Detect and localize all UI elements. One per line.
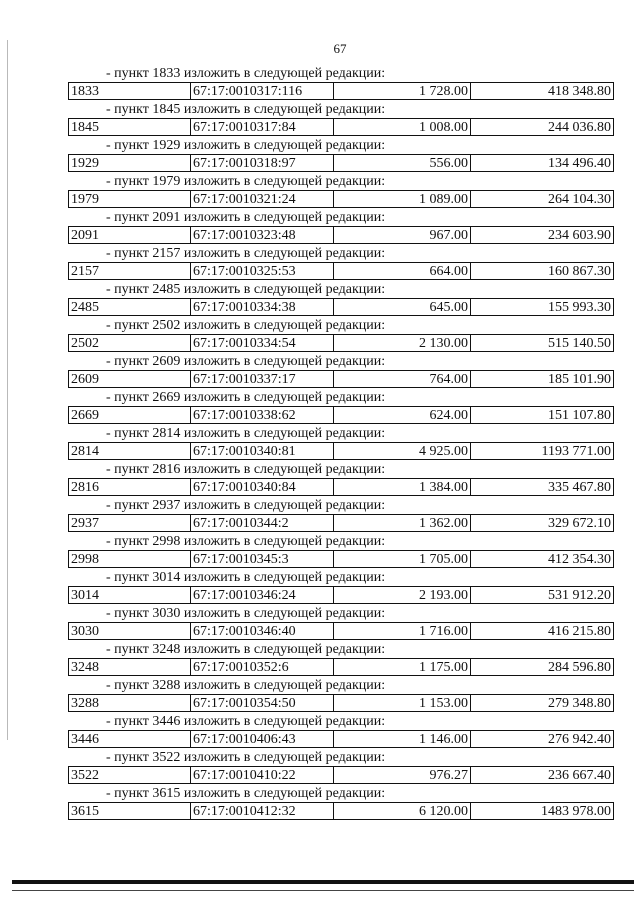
amendment-caption: - пункт 2609 изложить в следующей редакции: (106, 354, 386, 369)
amendment-caption: - пункт 2937 изложить в следующей редакции: (106, 498, 386, 513)
amendment-caption: - пункт 3030 изложить в следующей редакции: (106, 606, 386, 621)
cadastral-number-cell: 67:17:0010337:17 (191, 371, 334, 387)
area-cell: 2 130.00 (334, 335, 471, 351)
cadastral-value-cell: 151 107.80 (548, 408, 611, 423)
amendment-entry (68, 641, 614, 677)
cadastral-value-cell: 185 101.90 (548, 372, 611, 387)
scan-edge-line (7, 40, 8, 740)
cadastral-value-cell: 236 667.40 (548, 768, 611, 783)
cadastral-value-cell: 279 348.80 (548, 696, 611, 711)
amendment-caption: - пункт 2669 изложить в следующей редакции: (106, 390, 386, 405)
cadastral-value-cell: 335 467.80 (548, 480, 611, 495)
item-number-cell: 2814 (69, 443, 191, 459)
item-number-cell: 1929 (69, 155, 191, 171)
amendment-caption: - пункт 3014 изложить в следующей редакции: (106, 570, 386, 585)
table-row (68, 550, 614, 568)
item-number-cell: 1845 (69, 119, 191, 135)
item-number-cell: 2157 (69, 263, 191, 279)
amendment-list (68, 65, 614, 821)
amendment-caption: - пункт 3522 изложить в следующей редакции: (106, 750, 386, 765)
amendment-caption: - пункт 2091 изложить в следующей редакции: (106, 210, 386, 225)
amendment-caption: - пункт 1833 изложить в следующей редакции: (106, 66, 386, 81)
amendment-entry (68, 749, 614, 785)
area-cell: 1 384.00 (334, 479, 471, 495)
item-number-cell: 1833 (69, 83, 191, 99)
cadastral-value-cell: 264 104.30 (548, 192, 611, 207)
amendment-caption: - пункт 2502 изложить в следующей редакции: (106, 318, 386, 333)
cadastral-number-cell: 67:17:0010354:50 (191, 695, 334, 711)
cadastral-value-cell: 515 140.50 (548, 336, 611, 351)
item-number-cell: 2816 (69, 479, 191, 495)
amendment-entry (68, 353, 614, 389)
amendment-caption: - пункт 3248 изложить в следующей редакции: (106, 642, 386, 657)
item-number-cell: 3014 (69, 587, 191, 603)
amendment-entry (68, 713, 614, 749)
area-cell: 624.00 (334, 407, 471, 423)
amendment-entry (68, 425, 614, 461)
amendment-entry (68, 677, 614, 713)
table-row (68, 190, 614, 208)
table-row (68, 334, 614, 352)
cadastral-number-cell: 67:17:0010346:24 (191, 587, 334, 603)
area-cell: 1 728.00 (334, 83, 471, 99)
table-row (68, 694, 614, 712)
scan-bottom-border (12, 880, 634, 884)
cadastral-number-cell: 67:17:0010340:84 (191, 479, 334, 495)
table-row (68, 406, 614, 424)
cadastral-number-cell: 67:17:0010318:97 (191, 155, 334, 171)
table-row (68, 622, 614, 640)
cadastral-value-cell: 284 596.80 (548, 660, 611, 675)
cadastral-value-cell: 134 496.40 (548, 156, 611, 171)
cadastral-value-cell: 276 942.40 (548, 732, 611, 747)
cadastral-number-cell: 67:17:0010406:43 (191, 731, 334, 747)
cadastral-number-cell: 67:17:0010346:40 (191, 623, 334, 639)
amendment-entry (68, 65, 614, 101)
area-cell: 967.00 (334, 227, 471, 243)
area-cell: 1 175.00 (334, 659, 471, 675)
cadastral-value-cell: 418 348.80 (548, 84, 611, 99)
cadastral-value-cell: 234 603.90 (548, 228, 611, 243)
table-row (68, 478, 614, 496)
cadastral-number-cell: 67:17:0010340:81 (191, 443, 334, 459)
cadastral-number-cell: 67:17:0010345:3 (191, 551, 334, 567)
table-row (68, 154, 614, 172)
table-row (68, 226, 614, 244)
area-cell: 6 120.00 (334, 803, 471, 819)
cadastral-value-cell: 1483 978.00 (541, 804, 611, 819)
amendment-caption: - пункт 2157 изложить в следующей редакции: (106, 246, 386, 261)
area-cell: 645.00 (334, 299, 471, 315)
cadastral-number-cell: 67:17:0010334:54 (191, 335, 334, 351)
cadastral-value-cell: 160 867.30 (548, 264, 611, 279)
amendment-caption: - пункт 2998 изложить в следующей редакции: (106, 534, 386, 549)
amendment-caption: - пункт 3446 изложить в следующей редакции: (106, 714, 386, 729)
area-cell: 1 146.00 (334, 731, 471, 747)
item-number-cell: 3248 (69, 659, 191, 675)
area-cell: 556.00 (334, 155, 471, 171)
cadastral-number-cell: 67:17:0010317:84 (191, 119, 334, 135)
table-row (68, 118, 614, 136)
area-cell: 4 925.00 (334, 443, 471, 459)
table-row (68, 82, 614, 100)
item-number-cell: 3030 (69, 623, 191, 639)
table-row (68, 514, 614, 532)
cadastral-number-cell: 67:17:0010338:62 (191, 407, 334, 423)
amendment-entry (68, 173, 614, 209)
cadastral-value-cell: 1193 771.00 (541, 444, 611, 459)
cadastral-value-cell: 244 036.80 (548, 120, 611, 135)
amendment-entry (68, 209, 614, 245)
table-row (68, 802, 614, 820)
amendment-caption: - пункт 1845 изложить в следующей редакции: (106, 102, 386, 117)
amendment-entry (68, 785, 614, 821)
table-row (68, 658, 614, 676)
area-cell: 1 008.00 (334, 119, 471, 135)
table-row (68, 730, 614, 748)
area-cell: 764.00 (334, 371, 471, 387)
amendment-entry (68, 101, 614, 137)
cadastral-value-cell: 329 672.10 (548, 516, 611, 531)
item-number-cell: 3446 (69, 731, 191, 747)
cadastral-number-cell: 67:17:0010352:6 (191, 659, 334, 675)
amendment-entry (68, 281, 614, 317)
amendment-caption: - пункт 1929 изложить в следующей редакции: (106, 138, 386, 153)
item-number-cell: 2502 (69, 335, 191, 351)
item-number-cell: 2609 (69, 371, 191, 387)
page-number: 67 (333, 41, 347, 56)
item-number-cell: 2091 (69, 227, 191, 243)
amendment-caption: - пункт 2816 изложить в следующей редакции: (106, 462, 386, 477)
cadastral-number-cell: 67:17:0010323:48 (191, 227, 334, 243)
item-number-cell: 2937 (69, 515, 191, 531)
area-cell: 1 153.00 (334, 695, 471, 711)
amendment-entry (68, 569, 614, 605)
item-number-cell: 1979 (69, 191, 191, 207)
amendment-entry (68, 605, 614, 641)
amendment-entry (68, 533, 614, 569)
cadastral-number-cell: 67:17:0010321:24 (191, 191, 334, 207)
table-row (68, 442, 614, 460)
cadastral-number-cell: 67:17:0010344:2 (191, 515, 334, 531)
table-row (68, 370, 614, 388)
item-number-cell: 2669 (69, 407, 191, 423)
amendment-caption: - пункт 2485 изложить в следующей редакции: (106, 282, 386, 297)
amendment-entry (68, 245, 614, 281)
item-number-cell: 2485 (69, 299, 191, 315)
amendment-caption: - пункт 3615 изложить в следующей редакции: (106, 786, 386, 801)
cadastral-number-cell: 67:17:0010334:38 (191, 299, 334, 315)
cadastral-value-cell: 155 993.30 (548, 300, 611, 315)
amendment-caption: - пункт 3288 изложить в следующей редакции: (106, 678, 386, 693)
scan-bottom-border-thin (12, 890, 634, 891)
area-cell: 1 716.00 (334, 623, 471, 639)
table-row (68, 298, 614, 316)
cadastral-number-cell: 67:17:0010317:116 (191, 83, 334, 99)
area-cell: 1 362.00 (334, 515, 471, 531)
item-number-cell: 2998 (69, 551, 191, 567)
amendment-entry (68, 461, 614, 497)
area-cell: 976.27 (334, 767, 471, 783)
amendment-entry (68, 317, 614, 353)
amendment-caption: - пункт 1979 изложить в следующей редакции: (106, 174, 386, 189)
cadastral-value-cell: 412 354.30 (548, 552, 611, 567)
item-number-cell: 3522 (69, 767, 191, 783)
cadastral-number-cell: 67:17:0010410:22 (191, 767, 334, 783)
amendment-caption: - пункт 2814 изложить в следующей редакции: (106, 426, 386, 441)
table-row (68, 262, 614, 280)
area-cell: 664.00 (334, 263, 471, 279)
cadastral-value-cell: 531 912.20 (548, 588, 611, 603)
table-row (68, 766, 614, 784)
area-cell: 1 705.00 (334, 551, 471, 567)
item-number-cell: 3615 (69, 803, 191, 819)
amendment-entry (68, 137, 614, 173)
amendment-entry (68, 497, 614, 533)
cadastral-value-cell: 416 215.80 (548, 624, 611, 639)
area-cell: 2 193.00 (334, 587, 471, 603)
table-row (68, 586, 614, 604)
cadastral-number-cell: 67:17:0010412:32 (191, 803, 334, 819)
cadastral-number-cell: 67:17:0010325:53 (191, 263, 334, 279)
area-cell: 1 089.00 (334, 191, 471, 207)
amendment-entry (68, 389, 614, 425)
item-number-cell: 3288 (69, 695, 191, 711)
